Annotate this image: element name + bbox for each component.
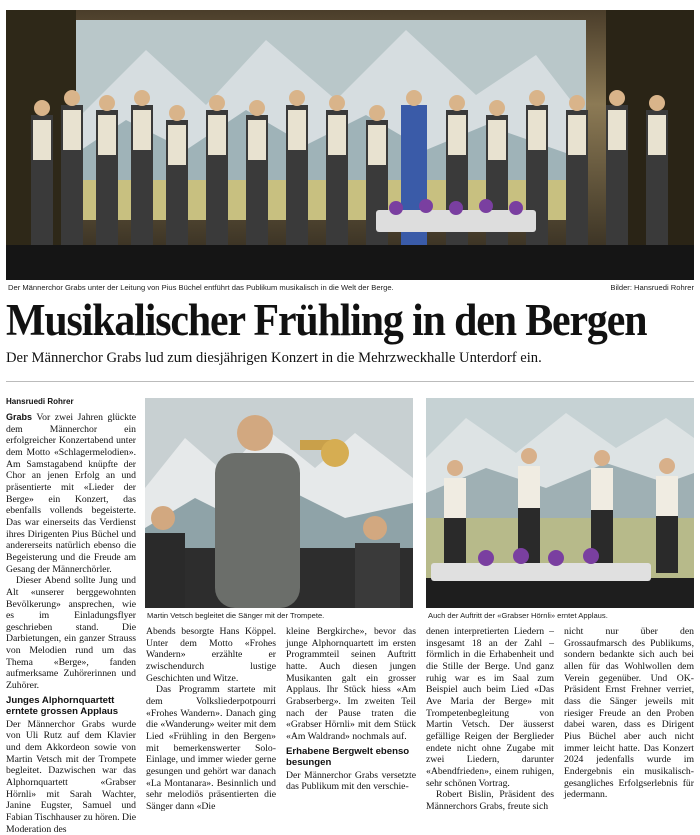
- paragraph: nicht nur über den Grossaufmarsch des Publikums, sondern bedankte sich auch bei allen für das Wohlwollen dem Verein gegenüber. Und OK-Präsident Ernst Frehner verriet, dass die Sänger jeweils mit riesiger Freude an den Proben dabei waren, dass es Dirigent Pius Büchel aber auch nicht immer leicht hatte. Das Konzert 2024 jedenfalls wurde im Endergebnis ein musikalisch-gesangliches Erfolgserlebnis für jedermann.: [564, 626, 694, 801]
- choir-photo: [6, 10, 694, 280]
- byline: Hansruedi Rohrer: [6, 397, 74, 406]
- article-column-3: [286, 626, 416, 793]
- subheading: Junges Alphornquartett erntete grossen Applaus: [6, 694, 119, 717]
- article-column-2: [146, 626, 276, 813]
- trumpet-photo-caption: Martin Vetsch begleitet die Sänger mit der Trompete.: [147, 611, 325, 620]
- subheadline: Der Männerchor Grabs lud zum diesjährigen Konzert in die Mehrzweckhalle Unterdorf ein.: [6, 350, 542, 366]
- article-column-4: [426, 626, 554, 813]
- paragraph: Vor zwei Jahren glückte dem Männerchor ein erfolgreicher Konzertabend unter dem Motto «Schlagermelodien». Am Samstagabend knüpfte der Chor an jenen Erfolg an und präsentierte mit «Lieder der Berge» ein Konzert, das ebenfalls vollends begeisterte. Das war einerseits das Verdienst ihres Dirigenten Pius Büchel und andererseits natürlich ebenso die Begeisterung und die Freude am Gesang der Männerchörler.: [6, 412, 136, 575]
- paragraph: denen interpretierten Liedern – insgesamt 18 an der Zahl – förmlich in die Erhabenheit und die Stille der Berge. Und ganz ruhig war es im Saal zum Beispiel auch beim Lied «Das Ave Maria der Berge» mit Trompetenbegleitung von Martin Vetsch. Der äusserst gefällige Reigen der Berglieder endete nicht ohne Zugabe mit zwei Liedern, darunter «Abendfrieden», einem ruhigen, sehr schönen Vortrag.: [426, 626, 554, 789]
- alphorn-photo-caption: Auch der Auftritt der «Grabser Hörnli» erntet Applaus.: [428, 611, 608, 620]
- dateline: Grabs: [6, 412, 33, 422]
- paragraph: Der Männerchor Grabs wurde von Uli Rutz auf dem Klavier und dem Akkordeon sowie von Martin Vetsch mit der Trompete begleitet. Dazwischen war das Alphornquartett «Grabser Hörnli» mit Sarah Wachter, Janine Eugster, Samuel und Fabian Tischhauser zu hören. Die Moderation des: [6, 718, 136, 835]
- paragraph: Der Männerchor Grabs versetzte das Publikum mit den verschie-: [286, 769, 416, 793]
- trumpet-photo: [145, 398, 413, 608]
- divider: [6, 381, 694, 382]
- article-column-5: [564, 626, 694, 801]
- article-column-1: [6, 412, 136, 835]
- alphorn-photo: [426, 398, 694, 608]
- headline: Musikalischer Frühling in den Bergen: [6, 295, 647, 345]
- paragraph: kleine Bergkirche», bevor das junge Alphornquartett im ersten Programmteil seinen Auftritt hatte. Auch diesen jungen Musikanten galt ein grosser Applaus. Ihr Stück hiess «Am Grabserberg». Im zweiten Teil nach der Pause traten die «Grabser Hörnli» mit dem Stück «Am Waldrand» nochmals auf.: [286, 626, 416, 742]
- choir-photo-caption: Der Männerchor Grabs unter der Leitung von Pius Büchel entführt das Publikum musikalisch in die Welt der Berge.: [8, 283, 394, 292]
- paragraph: Dieser Abend sollte Jung und Alt «unserer berggewohnten Bevölkerung» ansprechen, wie es im Einladungsflyer geschrieben stand. Die Darbietungen, ein ganzer Strauss von Melodien rund um das Thema «Berge», fanden aufmerksame Zuhörerinnen und Zuhörer.: [6, 575, 136, 692]
- paragraph: Abends besorgte Hans Köppel. Unter dem Motto «Frohes Wandern» erzählte er zwischendurch lustige Geschichten und Witze.: [146, 626, 276, 684]
- paragraph: Das Programm startete mit dem Volksliederpotpourri «Frohes Wandern». Danach ging die «Wanderung» weiter mit dem Lied «Frühling in den Bergen» mit bemerkenswerter Solo-Einlage, und immer wieder gerne gesungen und gehört war danach «La Montanara». Besinnlich und sehr melodiös präsentierten die Sänger dann «Die: [146, 684, 276, 812]
- subheading: Erhabene Bergwelt ebenso besungen: [286, 745, 410, 768]
- paragraph: Robert Bislin, Präsident des Männerchors Grabs, freute sich: [426, 789, 554, 812]
- photo-credit: Bilder: Hansruedi Rohrer: [610, 283, 694, 292]
